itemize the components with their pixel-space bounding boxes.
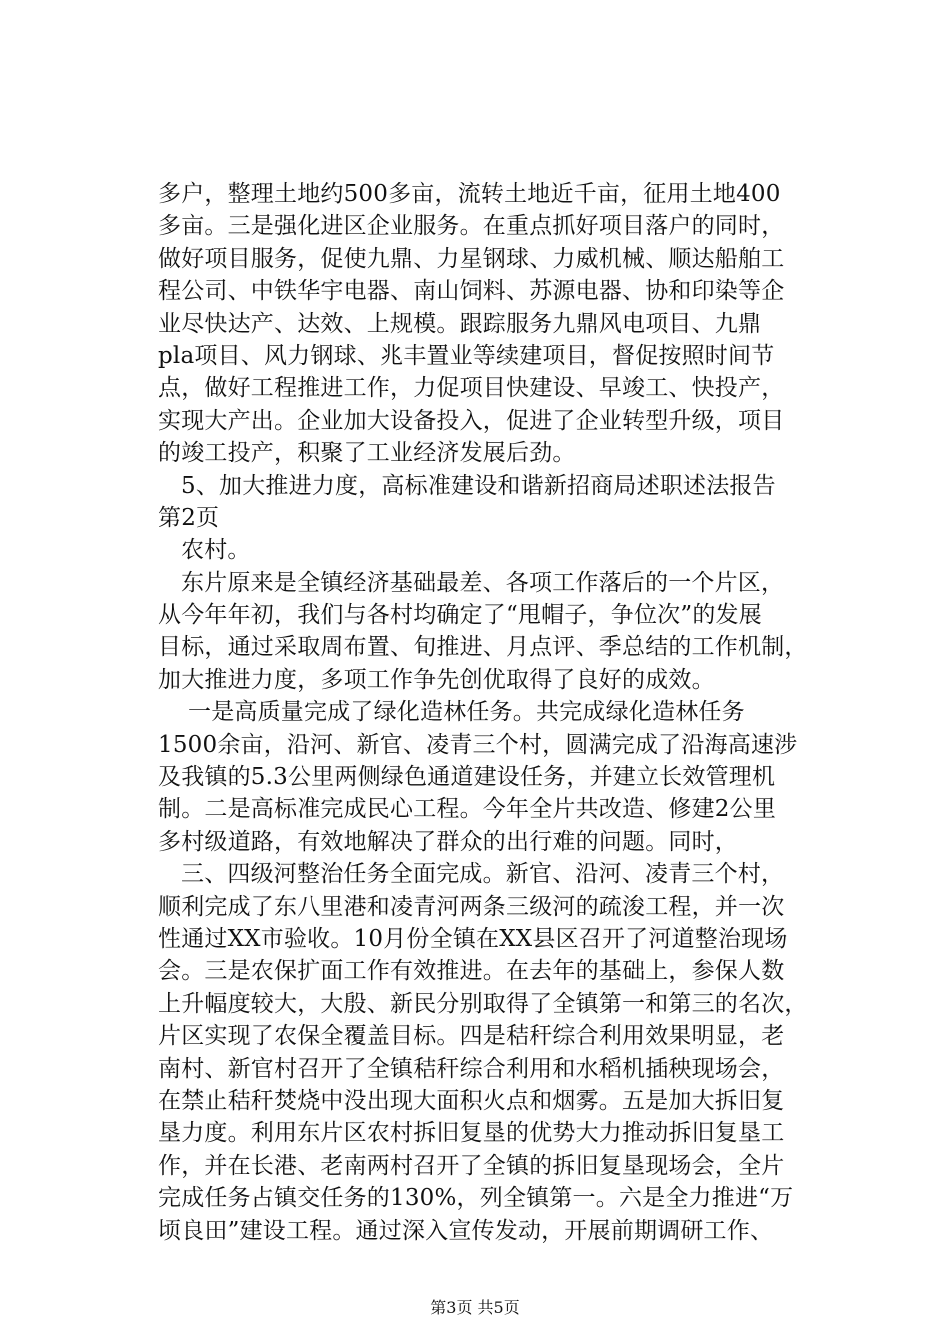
text-line: 的竣工投产，积聚了工业经济发展后劲。 bbox=[158, 440, 576, 467]
text-line: 完成任务占镇交任务的130%，列全镇第一。六是全力推进“万 bbox=[158, 1185, 794, 1212]
text-line: 农村。 bbox=[181, 537, 251, 564]
text-line: 业尽快达产、达效、上规模。跟踪服务九鼎风电项目、九鼎 bbox=[158, 310, 762, 337]
text-line: 及我镇的5.3公里两侧绿色通道建设任务，并建立长效管理机 bbox=[158, 764, 776, 791]
text-line: 多村级道路，有效地解决了群众的出行难的问题。同时， bbox=[158, 828, 738, 855]
text-line: 在禁止秸秆焚烧中没出现大面积火点和烟雾。五是加大拆旧复 bbox=[158, 1087, 785, 1114]
document-body bbox=[158, 178, 838, 1247]
text-line: 片区实现了农保全覆盖目标。四是秸秆综合利用效果明显，老 bbox=[158, 1023, 785, 1050]
text-line: 垦力度。利用东片区农村拆旧复垦的优势大力推动拆旧复垦工 bbox=[158, 1120, 785, 1147]
text-line: 顷良田”建设工程。通过深入宣传发动，开展前期调研工作、 bbox=[158, 1217, 774, 1244]
text-line: 程公司、中铁华宇电器、南山饲料、苏源电器、协和印染等企 bbox=[158, 278, 785, 305]
page-number-footer: 第3页 共5页 bbox=[430, 1298, 520, 1317]
section-heading: 5、加大推进力度，高标准建设和谐新招商局述职述法报告 bbox=[181, 472, 776, 499]
text-line: 制。二是高标准完成民心工程。今年全片共改造、修建2公里 bbox=[158, 796, 777, 823]
text-line: 1500余亩，沿河、新官、凌青三个村，圆满完成了沿海高速涉 bbox=[158, 731, 798, 758]
text-line: 顺利完成了东八里港和凌青河两条三级河的疏浚工程，并一次 bbox=[158, 893, 785, 920]
text-line: 多户，整理土地约500多亩，流转土地近千亩，征用土地400 bbox=[158, 181, 781, 207]
text-line: 性通过XX市验收。10月份全镇在XX县区召开了河道整治现场 bbox=[158, 925, 788, 952]
paragraph-start: 一是高质量完成了绿化造林任务。共完成绿化造林任务 bbox=[188, 699, 745, 726]
text-line: 目标，通过采取周布置、旬推进、月点评、季总结的工作机制， bbox=[158, 634, 808, 661]
text-line: 加大推进力度，多项工作争先创优取得了良好的成效。 bbox=[158, 666, 715, 693]
text-line: 做好项目服务，促使九鼎、力星钢球、力威机械、顺达船舶工 bbox=[158, 245, 785, 272]
text-line: 作，并在长港、老南两村召开了全镇的拆旧复垦现场会，全片 bbox=[158, 1152, 785, 1179]
text-line: 会。三是农保扩面工作有效推进。在去年的基础上，参保人数 bbox=[158, 958, 785, 985]
text-line: 多亩。三是强化进区企业服务。在重点抓好项目落户的同时， bbox=[158, 213, 785, 240]
paragraph-start: 东片原来是全镇经济基础最差、各项工作落后的一个片区， bbox=[181, 569, 785, 596]
text-line: 南村、新官村召开了全镇秸秆综合利用和水稻机插秧现场会， bbox=[158, 1055, 785, 1082]
page-reference: 第2页 bbox=[158, 504, 220, 531]
paragraph-start: 三、四级河整治任务全面完成。新官、沿河、凌青三个村， bbox=[181, 861, 785, 888]
text-line: 实现大产出。企业加大设备投入，促进了企业转型升级，项目 bbox=[158, 407, 785, 434]
text-line: 从今年年初，我们与各村均确定了“甩帽子，争位次”的发展 bbox=[158, 602, 762, 629]
text-line: 点，做好工程推进工作，力促项目快建设、早竣工、快投产， bbox=[158, 375, 785, 402]
text-line: pla项目、风力钢球、兆丰置业等续建项目，督促按照时间节 bbox=[158, 342, 775, 369]
text-line: 上升幅度较大，大殷、新民分别取得了全镇第一和第三的名次， bbox=[158, 990, 808, 1017]
